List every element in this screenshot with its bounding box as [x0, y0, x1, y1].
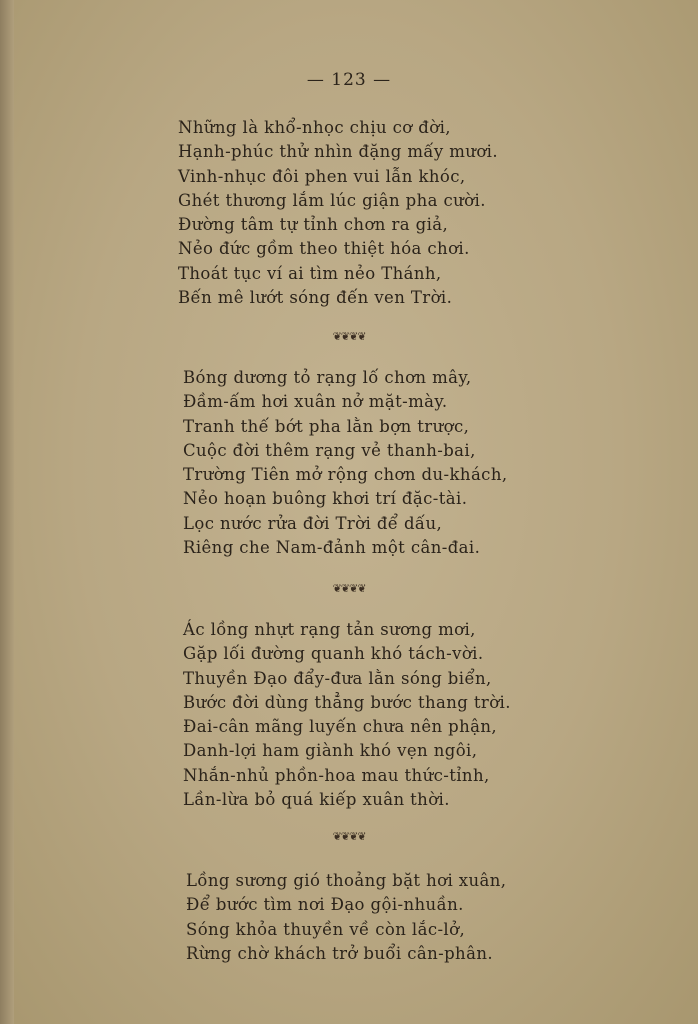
verse-line: Những là khổ-nhọc chịu cơ đời,: [178, 118, 451, 137]
verse-line: Sóng khỏa thuyền về còn lắc-lở,: [186, 919, 466, 939]
verse-line: Ghét thương lắm lúc giận pha cười.: [178, 190, 486, 210]
verse-line: Thoát tục ví ai tìm nẻo Thánh,: [178, 263, 442, 283]
verse-line: Bến mê lướt sóng đến ven Trời.: [178, 288, 453, 308]
verse-line: Vinh-nhục đôi phen vui lẫn khóc,: [178, 166, 466, 186]
stanza-2: [183, 366, 508, 560]
verse-line: Nẻo đức gồm theo thiệt hóa chơi.: [178, 239, 470, 259]
verse-line: Riêng che Nam-đảnh một cân-đai.: [183, 538, 481, 558]
verse-line: Gặp lối đường quanh khó tách-vời.: [183, 644, 484, 664]
verse-line: Thuyền Đạo đẩy-đưa lằn sóng biển,: [183, 668, 492, 688]
verse-line: Đường tâm tự tỉnh chơn ra giả,: [178, 215, 449, 235]
verse-line: Cuộc đời thêm rạng vẻ thanh-bai,: [183, 440, 476, 460]
verse-line: Tranh thế bớt pha lằn bợn trược,: [183, 416, 470, 436]
page-edge: [0, 0, 14, 1024]
verse-line: Nẻo hoạn buông khơi trí đặc-tài.: [183, 489, 468, 509]
verse-line: Hạnh-phúc thử nhìn đặng mấy mươi.: [178, 142, 498, 162]
stanza-1: [178, 116, 498, 310]
verse-line: Lần-lừa bỏ quá kiếp xuân thời.: [183, 790, 450, 810]
verse-line: Bước đời dùng thẳng bước thang trời.: [183, 692, 511, 712]
page-number: — 123 —: [306, 70, 392, 90]
stanza-divider-ornament: ❦❦❦❦: [332, 830, 366, 843]
verse-line: Lọc nước rửa đời Trời để dấu,: [183, 513, 443, 533]
verse-line: Để bước tìm nơi Đạo gội-nhuần.: [186, 895, 464, 915]
stanza-divider-ornament: ❦❦❦❦: [332, 330, 366, 343]
verse-line: Trường Tiên mở rộng chơn du-khách,: [183, 465, 508, 485]
verse-line: Rừng chờ khách trở buổi cân-phân.: [186, 943, 493, 963]
verse-line: Ác lồng nhựt rạng tản sương mơi,: [183, 620, 476, 639]
verse-line: Đai-cân mãng luyến chưa nên phận,: [183, 717, 498, 737]
verse-line: Danh-lợi ham giành khó vẹn ngôi,: [183, 741, 478, 761]
verse-line: Đầm-ấm hơi xuân nở mặt-mày.: [183, 392, 448, 412]
verse-line: Nhắn-nhủ phồn-hoa mau thức-tỉnh,: [183, 765, 490, 785]
stanza-3: [183, 618, 511, 812]
verse-line: Bóng dương tỏ rạng lố chơn mây,: [183, 368, 472, 387]
verse-line: Lồng sương gió thoảng bặt hơi xuân,: [186, 871, 507, 890]
stanza-divider-ornament: ❦❦❦❦: [332, 582, 366, 595]
stanza-4: [186, 869, 506, 966]
